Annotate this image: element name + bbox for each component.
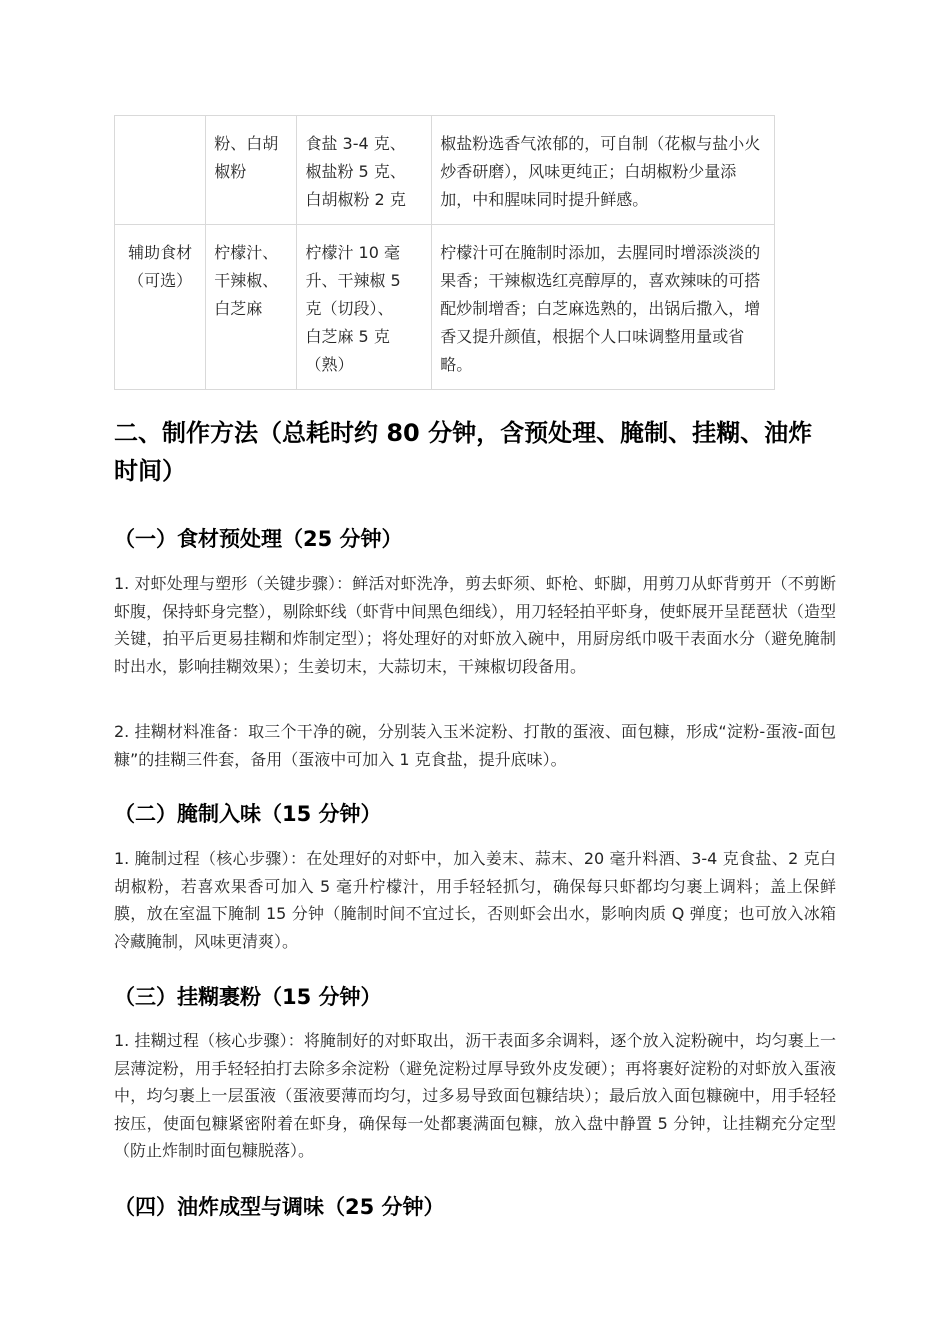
table-row	[115, 116, 775, 225]
table-cell-category: 辅助食材 （可选）	[115, 225, 206, 390]
paragraph-coating: 1. 挂糊过程（核心步骤）：将腌制好的对虾取出，沥干表面多余调料，逐个放入淀粉碗中，均匀裹上一层薄淀粉，用手轻轻拍打去除多余淀粉（避免淀粉过厚导致外皮发硬）；再将裹好淀粉的对虾放入蛋液中，均匀裹上一层蛋液（蛋液要薄而均匀，过多易导致面包糠结块）；最后放入面包糠碗中，用手轻轻按压，使面包糠紧密附着在虾身，确保每一处都裹满面包糠，放入盘中静置 5 分钟，让挂糊充分定型（防止炸制时面包糠脱落）。	[114, 1031, 836, 1160]
subheading-preprocessing: （一）食材预处理（25 分钟）	[114, 527, 403, 551]
table-cell-name: 柠檬汁、 干辣椒、 白芝麻	[206, 225, 297, 390]
subheading-frying: （四）油炸成型与调味（25 分钟）	[114, 1195, 445, 1219]
table-cell-name: 粉、白胡 椒粉	[206, 116, 297, 225]
ingredients-table	[114, 115, 775, 390]
paragraph-marinating: 1. 腌制过程（核心步骤）：在处理好的对虾中，加入姜末、蒜末、20 毫升料酒、3-4 克食盐、2 克白胡椒粉，若喜欢果香可加入 5 毫升柠檬汁，用手轻轻抓匀，确保每只虾都均匀裹上调料；盖上保鲜膜，放在室温下腌制 15 分钟（腌制时间不宜过长，否则虾会出水，影响肉质 Q 弹度；也可放入冰箱冷藏腌制，风味更清爽）。	[114, 849, 836, 951]
section-heading-method: 二、制作方法（总耗时约 80 分钟，含预处理、腌制、挂糊、油炸时间）	[114, 419, 813, 485]
table-cell-amount: 食盐 3-4 克、 椒盐粉 5 克、 白胡椒粉 2 克	[297, 116, 432, 225]
subheading-marinating: （二）腌制入味（15 分钟）	[114, 802, 382, 826]
table-row	[115, 225, 775, 390]
table-cell-category	[115, 116, 206, 225]
paragraph-batter-prep: 2. 挂糊材料准备：取三个干净的碗，分别装入玉米淀粉、打散的蛋液、面包糠，形成“淀粉-蛋液-面包糠”的挂糊三件套，备用（蛋液中可加入 1 克食盐，提升底味）。	[114, 722, 836, 769]
table-cell-note: 椒盐粉选香气浓郁的，可自制（花椒与盐小火炒香研磨），风味更纯正；白胡椒粉少量添加，中和腥味同时提升鲜感。	[432, 116, 775, 225]
table-cell-note: 柠檬汁可在腌制时添加，去腥同时增添淡淡的果香；干辣椒选红亮醇厚的，喜欢辣味的可搭配炒制增香；白芝麻选熟的，出锅后撒入，增香又提升颜值，根据个人口味调整用量或省略。	[432, 225, 775, 390]
paragraph-shrimp-prep: 1. 对虾处理与塑形（关键步骤）：鲜活对虾洗净，剪去虾须、虾枪、虾脚，用剪刀从虾背剪开（不剪断虾腹，保持虾身完整），剔除虾线（虾背中间黑色细线），用刀轻轻拍平虾身，使虾展开呈琵琶状（造型关键，拍平后更易挂糊和炸制定型）；将处理好的对虾放入碗中，用厨房纸巾吸干表面水分（避免腌制时出水，影响挂糊效果）；生姜切末，大蒜切末，干辣椒切段备用。	[114, 574, 836, 676]
table-cell-amount: 柠檬汁 10 毫 升、干辣椒 5 克（切段）、 白芝麻 5 克 （熟）	[297, 225, 432, 390]
subheading-coating: （三）挂糊裹粉（15 分钟）	[114, 985, 382, 1009]
